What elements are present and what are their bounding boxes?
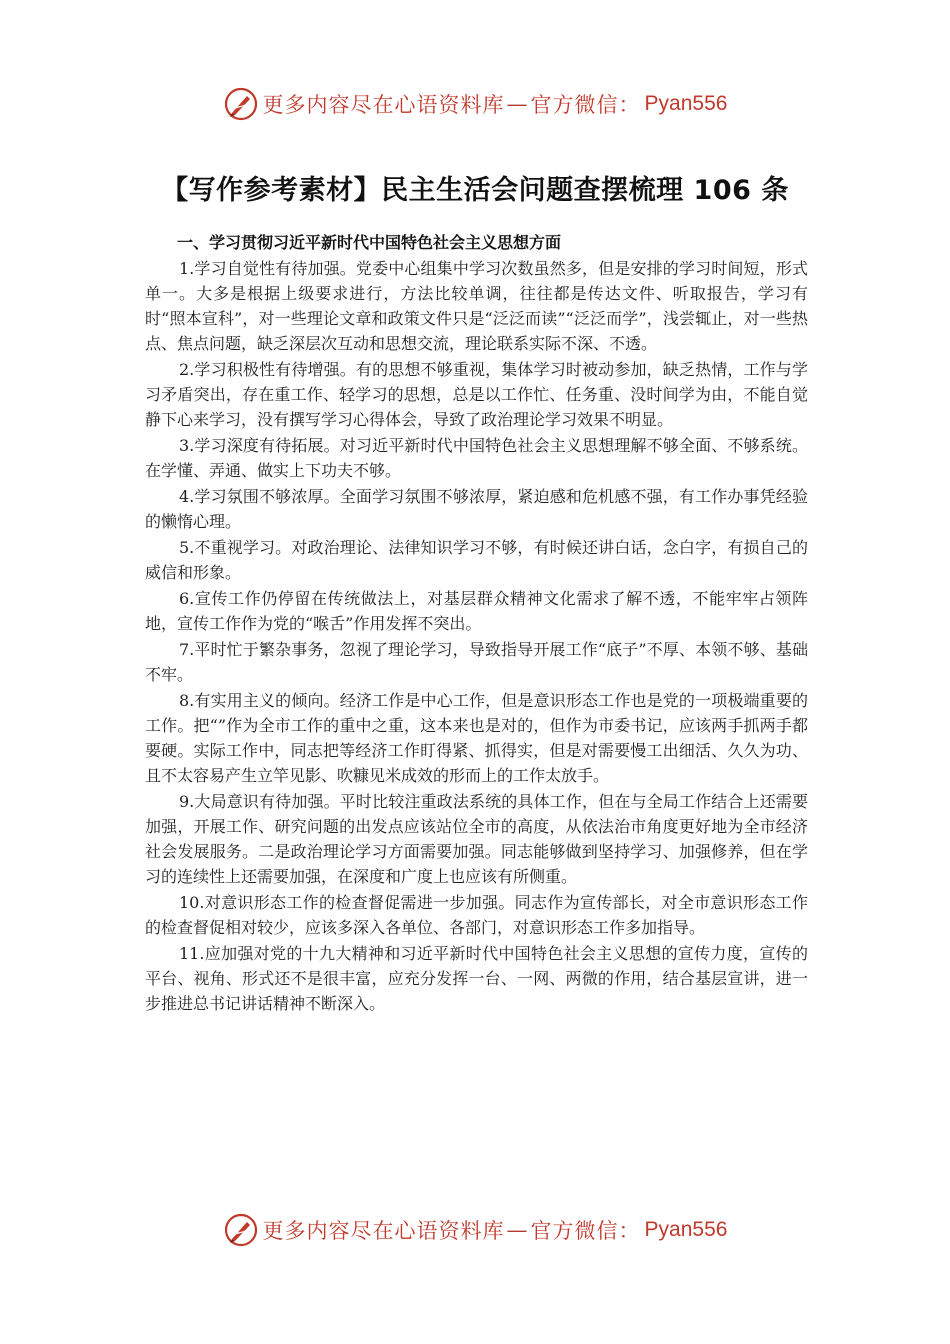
list-item: 6.宣传工作仍停留在传统做法上，对基层群众精神文化需求了解不透，不能牢牢占领阵地，宣传工作作为党的“喉舌”作用发挥不突出。: [145, 589, 808, 633]
header-watermark-banner: [0, 82, 950, 126]
banner-wechat-id: Pyan556: [644, 92, 728, 115]
list-item: 11.应加强对党的十九大精神和习近平新时代中国特色社会主义思想的宣传力度，宣传的平台、视角、形式还不是很丰富，应充分发挥一台、一网、两微的作用，结合基层宣讲，进一步推进总书记讲话精神不断深入。: [145, 944, 808, 1013]
banner-text: 更多内容尽在心语资料库: [262, 1219, 505, 1243]
footer-watermark-banner: [0, 1208, 950, 1252]
list-item: 1.学习自觉性有待加强。党委中心组集中学习次数虽然多，但是安排的学习时间短，形式单一。大多是根据上级要求进行，方法比较单调，往往都是传达文件、听取报告，学习有时“照本宣科”，对一些理论文章和政策文件只是“泛泛而读”“泛泛而学”，浅尝辄止，对一些热点、焦点问题，缺乏深层次互动和思想交流，理论联系实际不深、不透。: [145, 259, 808, 353]
list-item: 4.学习氛围不够浓厚。全面学习氛围不够浓厚，紧迫感和危机感不强，有工作办事凭经验的懒惰心理。: [145, 487, 808, 531]
list-item: 10.对意识形态工作的检查督促需进一步加强。同志作为宣传部长，对全市意识形态工作的检查督促相对较少，应该多深入各单位、各部门，对意识形态工作多加指导。: [145, 893, 808, 937]
banner-suffix: 官方微信：: [530, 93, 641, 117]
pen-logo-icon: [223, 1212, 259, 1248]
banner-wechat-id: Pyan556: [644, 1218, 728, 1241]
document-title: 【写作参考素材】民主生活会问题查摆梳理 106 条: [161, 175, 789, 206]
list-item: 7.平时忙于繁杂事务，忽视了理论学习，导致指导开展工作“底子”不厚、本领不够、基础不牢。: [145, 640, 808, 684]
section-heading: 一、学习贯彻习近平新时代中国特色社会主义思想方面: [177, 233, 562, 252]
list-item: 2.学习积极性有待增强。有的思想不够重视，集体学习时被动参加，缺乏热情，工作与学习矛盾突出，存在重工作、轻学习的思想，总是以工作忙、任务重、没时间学为由，不能自觉静下心来学习，没有撰写学习心得体会，导致了政治理论学习效果不明显。: [145, 360, 808, 429]
list-item: 3.学习深度有待拓展。对习近平新时代中国特色社会主义思想理解不够全面、不够系统。在学懂、弄通、做实上下功夫不够。: [145, 436, 808, 480]
list-item: 9.大局意识有待加强。平时比较注重政法系统的具体工作，但在与全局工作结合上还需要加强，开展工作、研究问题的出发点应该站位全市的高度，从依法治市角度更好地为全市经济社会发展服务。二是政治理论学习方面需要加强。同志能够做到坚持学习、加强修养，但在学习的连续性上还需要加强，在深度和广度上也应该有所侧重。: [145, 792, 808, 886]
banner-separator: —: [506, 1218, 529, 1242]
list-item: 8.有实用主义的倾向。经济工作是中心工作，但是意识形态工作也是党的一项极端重要的工作。把“”作为全市工作的重中之重，这本来也是对的，但作为市委书记，应该两手抓两手都要硬。实际工作中，同志把等经济工作盯得紧、抓得实，但是对需要慢工出细活、久久为功、且不太容易产生立竿见影、吹糠见米成效的形而上的工作太放手。: [145, 691, 808, 785]
banner-text: 更多内容尽在心语资料库: [262, 93, 505, 117]
list-item: 5.不重视学习。对政治理论、法律知识学习不够，有时候还讲白话，念白字，有损自己的威信和形象。: [145, 538, 808, 582]
banner-separator: —: [506, 92, 529, 116]
banner-suffix: 官方微信：: [530, 1219, 641, 1243]
document-body: [145, 230, 808, 1017]
pen-logo-icon: [223, 86, 259, 122]
